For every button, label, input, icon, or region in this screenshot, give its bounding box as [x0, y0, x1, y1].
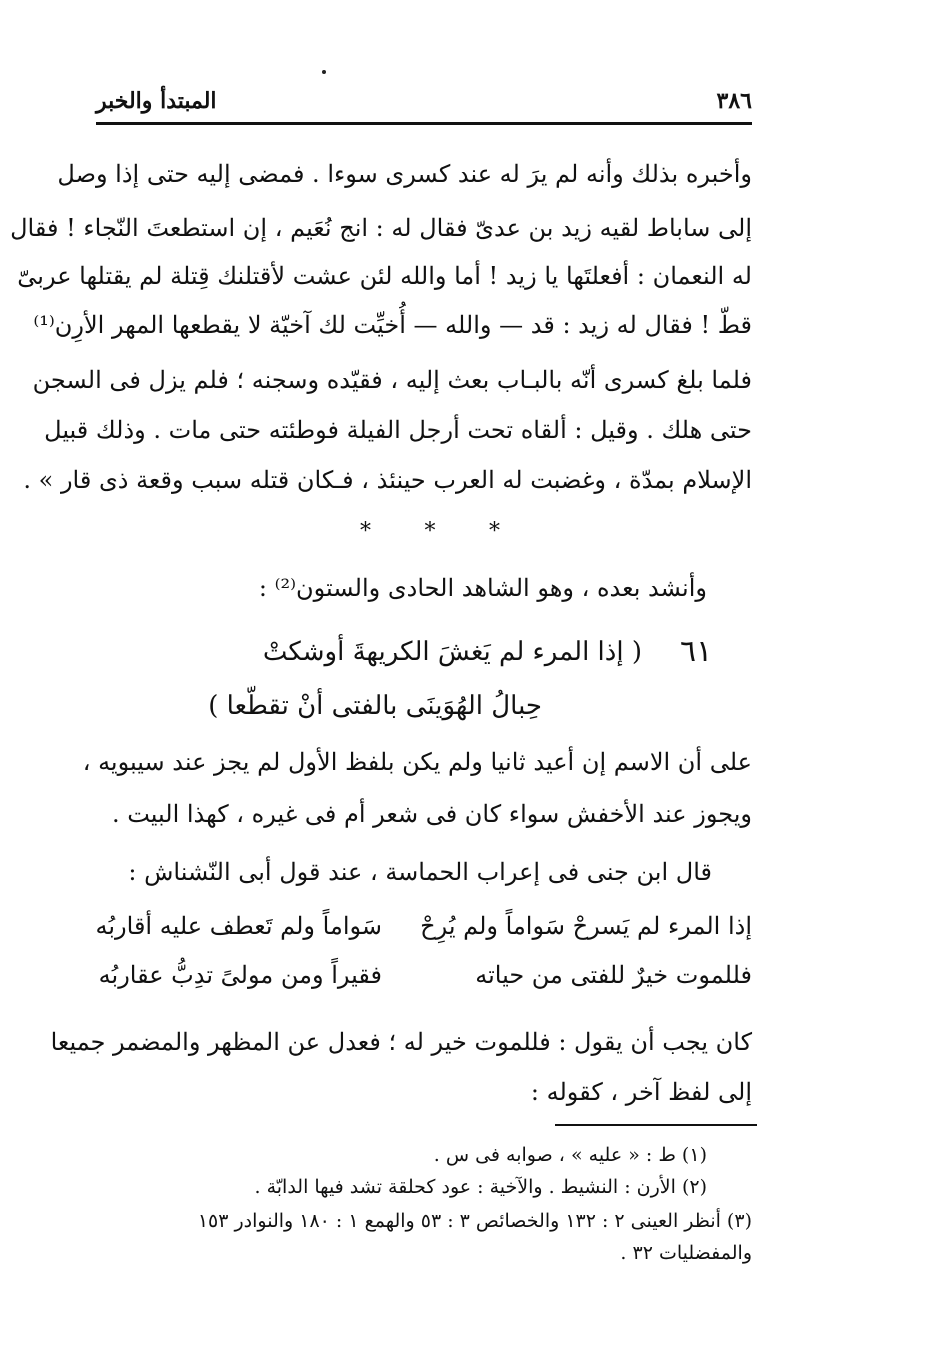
- paragraph-line: وأخبره بذلك وأنه لم يرَ له عند كسرى سوءا . فمضى إليه حتى إذا وصل: [57, 160, 752, 188]
- footnote: (٢) الأرن : النشيط . والآخية : عود كحلقة تشد فيها الدابّة .: [254, 1176, 707, 1198]
- couplet-hemistich: سَواماً ولم تَعطف عليه أقاربُه: [95, 912, 382, 940]
- page-header: [96, 86, 752, 116]
- separator-star: *: [424, 518, 436, 544]
- running-title: المبتدأ والخبر: [96, 88, 217, 114]
- couplet-hemistich: فللموت خيرٌ للفتى من حياته: [475, 961, 752, 989]
- paragraph-line: إلى ساباط لقيه زيد بن عدىّ فقال له : انج نُعَيم ، إن استطعتَ النّجاء ! فقال: [10, 214, 752, 242]
- header-rule: [96, 122, 752, 125]
- paragraph-line: فلما بلغ كسرى أنّه بالبـاب بعث إليه ، فقيّده وسجنه ؛ فلم يزل فى السجن: [32, 366, 752, 394]
- couplet-hemistich: فقيراً ومن مولىً تدِبُّ عقاربُه: [98, 961, 382, 989]
- paragraph-line: على أن الاسم إن أعيد ثانيا ولم يكن بلفظ الأول لم يجز عند سيبويه ،: [82, 748, 752, 776]
- paragraph-line: قطّ ! فقال له زيد : قد — والله — أُخيِّت لك آخيّة لا يقطعها المهر الأرِن⁽¹⁾: [33, 311, 752, 339]
- verse-line: ( إذا المرء لم يَغشَ الكريهةَ أوشكتْ: [262, 637, 642, 667]
- couplet-hemistich: إذا المرء لم يَسرحْ سَواماً ولم يُرِحْ: [420, 912, 752, 940]
- quote-intro: قال ابن جنى فى إعراب الحماسة ، عند قول أبى النّشناش :: [128, 858, 712, 886]
- paragraph-line: حتى هلك . وقيل : ألقاه تحت أرجل الفيلة فوطئته حتى مات . وذلك قبيل: [44, 416, 752, 444]
- paragraph-line: الإسلام بمدّة ، وغضبت له العرب حينئذ ، فـكان قتله سبب وقعة ذى قار » .: [23, 466, 752, 494]
- verse-number: ٦١: [680, 634, 713, 669]
- paragraph-line: كان يجب أن يقول : فللموت خير له ؛ فعدل عن المظهر والمضمر جميعا: [50, 1028, 752, 1056]
- ink-speck: [322, 70, 326, 74]
- section-separator: [360, 516, 500, 546]
- verse-intro: وأنشد بعده ، وهو الشاهد الحادى والستون⁽²⁾ :: [258, 574, 707, 602]
- page-number: ٣٨٦: [716, 88, 752, 114]
- separator-star: *: [360, 518, 371, 544]
- paragraph-line: ويجوز عند الأخفش سواء كان فى شعر أم فى غيره ، كهذا البيت .: [111, 800, 752, 828]
- footnote: والمفضليات ٣٢ .: [620, 1242, 752, 1264]
- footnote: (١) ط : « عليه » ، صوابه فى س .: [433, 1144, 707, 1166]
- paragraph-line: له النعمان : أفعلتَها يا زيد ! أما والله لئن عشت لأقتلنك قِتلة لم يقتلها عربىّ: [17, 262, 752, 290]
- paragraph-line: إلى لفظ آخر ، كقوله :: [530, 1078, 752, 1106]
- separator-star: *: [489, 518, 500, 544]
- footnote: (٣) أنظر العينى ٢ : ١٣٢ والخصائص ٣ : ٥٣ والهمع ١ : ١٨٠ والنوادر ١٥٣: [197, 1210, 752, 1232]
- footnote-rule: [555, 1124, 757, 1126]
- verse-line: حِبالُ الهُوَينَى بالفتى أنْ تقطّعا ): [208, 691, 542, 721]
